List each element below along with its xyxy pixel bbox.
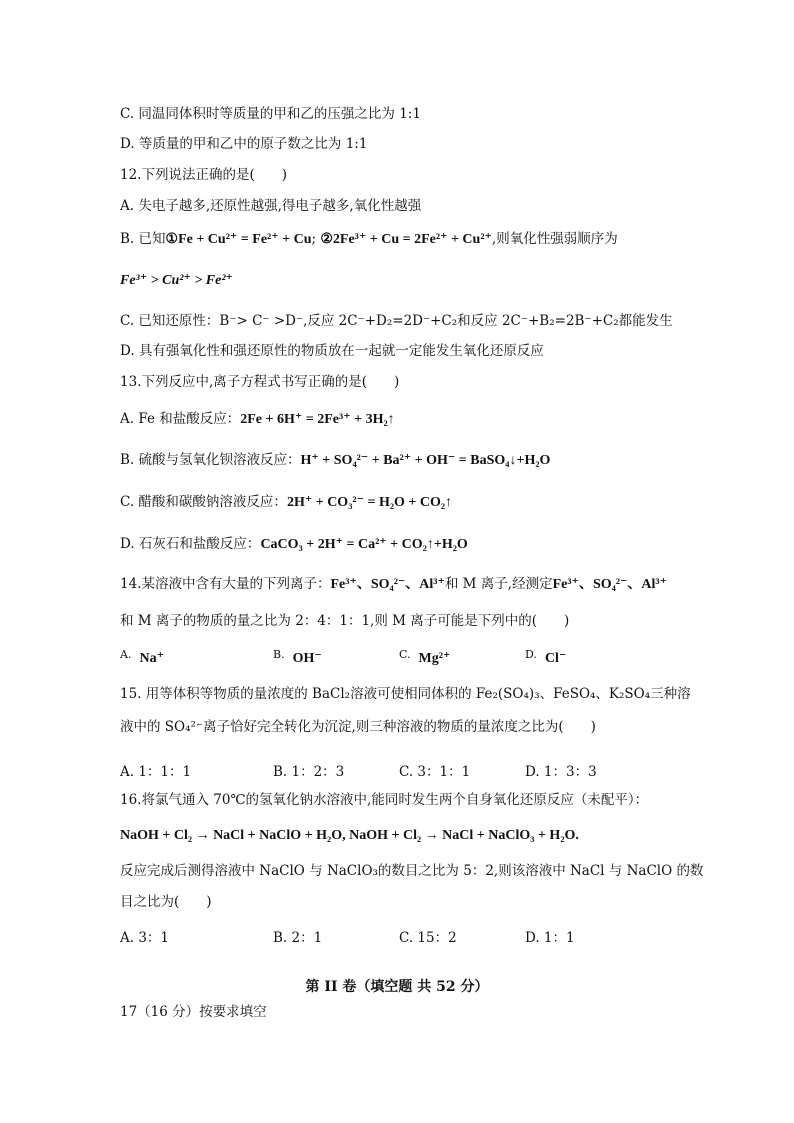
q17-stem: 17（16 分）按要求填空 [120, 1004, 267, 1020]
q15-line-1: 15. 用等体积等物质的量浓度的 BaCl₂溶液可使相同体积的 Fe₂(SO₄)₃、FeSO₄、K₂SO₄三种溶 [120, 686, 691, 702]
q14-option-a-value: Na⁺ [139, 651, 164, 666]
q14-ions-1: Fe³⁺、SO₄²⁻、Al³⁺ [330, 577, 445, 592]
q14-option-b-value: OH⁻ [292, 651, 322, 666]
q16-option-d: D. 1：1 [525, 930, 575, 946]
q13-c-equation: 2H⁺ + CO₃²⁻ = H₂O + CO₂↑ [286, 495, 453, 510]
q16-equation: NaOH + Cl₂ → NaCl + NaClO + H₂O, NaOH + Cl₂ → NaCl + NaClO₃ + H₂O. [120, 828, 579, 843]
q16-option-a: A. 3：1 [120, 930, 170, 946]
q13-b-equation: H⁺ + SO₄²⁻ + Ba²⁺ + OH⁻ = BaSO₄↓+H₂O [300, 453, 551, 468]
q14-option-d-label: D. [525, 648, 537, 661]
q14-option-d [525, 648, 566, 667]
q13-a-label: A. Fe 和盐酸反应： [120, 411, 241, 427]
q13-option-a [120, 410, 395, 429]
q14-line-1 [120, 575, 667, 594]
q12-b-separator: ; [311, 231, 321, 247]
q16-line-1: 16.将氯气通入 70℃的氢氧化钠水溶液中,能同时发生两个自身氧化还原反应（未配平）： [120, 792, 649, 808]
q16-line-3: 反应完成后测得溶液中 NaClO 与 NaClO₃的数目之比为 5：2,则该溶液中 NaCl 与 NaClO 的数 [120, 863, 704, 879]
q13-d-label: D. 石灰石和盐酸反应： [120, 536, 261, 552]
section-2-title: 第 II 卷（填空题 共 52 分） [305, 979, 489, 995]
q14-option-b-label: B. [273, 648, 285, 661]
q14-ions-2: Fe³⁺、SO₄²⁻、Al³⁺ [552, 577, 667, 592]
q12-b-suffix: ,则氧化性强弱顺序为 [491, 231, 618, 247]
q15-option-d: D. 1：3：3 [525, 764, 597, 780]
q12-b-prefix: B. 已知 [120, 231, 166, 247]
q16-line-4: 目之比为( ) [120, 894, 212, 910]
q13-b-label: B. 硫酸与氢氧化钡溶液反应： [120, 452, 301, 468]
q13-option-b [120, 451, 550, 470]
q13-option-d [120, 535, 468, 554]
q13-c-label: C. 醋酸和碳酸钠溶液反应： [120, 494, 287, 510]
q12-option-b [120, 230, 618, 249]
q14-stem-2: 和 M 离子,经测定 [444, 576, 553, 592]
q11-option-d: D. 等质量的甲和乙中的原子数之比为 1:1 [120, 136, 368, 152]
q15-line-2: 液中的 SO₄²⁻离子恰好完全转化为沉淀,则三种溶液的物质的量浓度之比为( ) [120, 719, 596, 735]
q14-option-c [399, 648, 450, 667]
q14-stem-1: 14.某溶液中含有大量的下列离子： [120, 576, 331, 592]
q15-option-a: A. 1：1：1 [120, 764, 192, 780]
q14-option-b [273, 648, 322, 667]
q12-stem: 12.下列说法正确的是( ) [120, 167, 288, 183]
q15-option-b: B. 1：2：3 [273, 764, 345, 780]
q12-option-a: A. 失电子越多,还原性越强,得电子越多,氧化性越强 [120, 198, 422, 214]
q14-option-a-label: A. [120, 648, 132, 661]
q12-b-equation-2: ②2Fe³⁺ + Cu = 2Fe²⁺ + Cu²⁺ [320, 232, 492, 247]
q13-stem: 13.下列反应中,离子方程式书写正确的是( ) [120, 374, 400, 390]
q14-option-a [120, 648, 164, 667]
q14-option-c-value: Mg²⁺ [418, 651, 451, 666]
q13-a-equation: 2Fe + 6H⁺ = 2Fe³⁺ + 3H₂↑ [240, 412, 395, 427]
q13-d-equation: CaCO₃ + 2H⁺ = Ca²⁺ + CO₂↑+H₂O [260, 537, 468, 552]
q16-option-c: C. 15：2 [399, 930, 457, 946]
q11-option-c: C. 同温同体积时等质量的甲和乙的压强之比为 1:1 [120, 106, 421, 122]
q14-line-2: 和 M 离子的物质的量之比为 2：4：1：1,则 M 离子可能是下列中的( ) [120, 613, 570, 629]
q14-option-c-label: C. [399, 648, 411, 661]
q12-b-equation-1: ①Fe + Cu²⁺ = Fe²⁺ + Cu [165, 232, 312, 247]
q12-option-d: D. 具有强氧化性和强还原性的物质放在一起就一定能发生氧化还原反应 [120, 343, 544, 359]
q14-option-d-value: Cl⁻ [544, 651, 567, 666]
q12-b-order: Fe³⁺ > Cu²⁺ > Fe²⁺ [120, 273, 233, 288]
q16-option-b: B. 2：1 [273, 930, 323, 946]
q13-option-c [120, 493, 452, 512]
q12-option-c: C. 已知还原性：B⁻> C⁻ >D⁻,反应 2C⁻+D₂=2D⁻+C₂和反应 2C⁻+B₂=2B⁻+C₂都能发生 [120, 313, 673, 329]
q15-option-c: C. 3：1：1 [399, 764, 471, 780]
